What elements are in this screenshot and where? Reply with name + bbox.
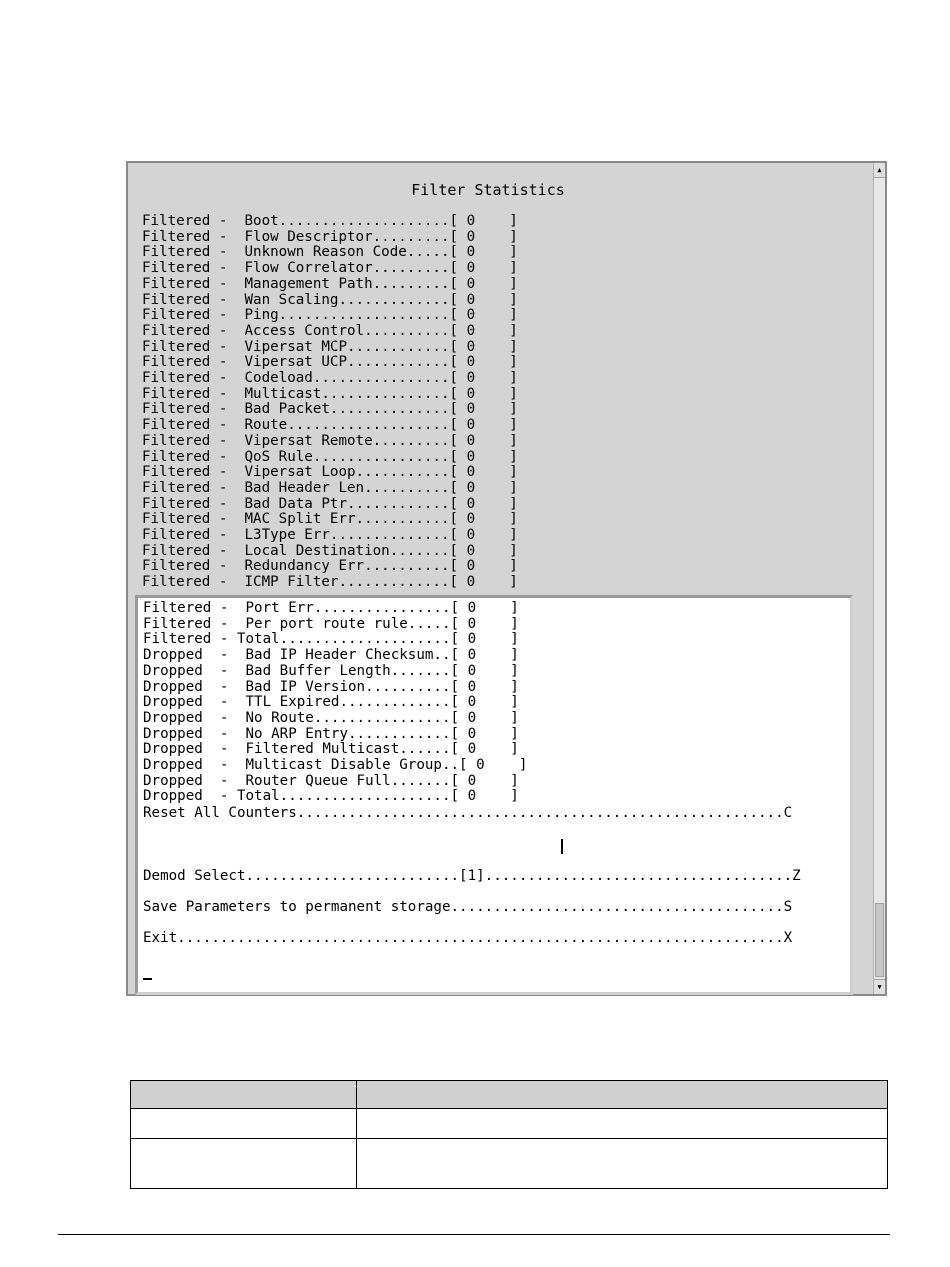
text-cursor xyxy=(561,839,563,854)
counter-line: Filtered - Wan Scaling.............[ 0 ] xyxy=(142,291,518,308)
counter-line: Dropped - No ARP Entry............[ 0 ] xyxy=(143,725,519,742)
counter-line: Filtered - QoS Rule................[ 0 ] xyxy=(142,448,518,465)
exit-option[interactable]: Exit.......................................................................X xyxy=(143,930,793,946)
demod-select-option[interactable]: Demod Select.........................[1]....................................Z xyxy=(143,868,801,884)
table-cell xyxy=(357,1139,888,1189)
counter-line: Dropped - Multicast Disable Group..[ 0 ] xyxy=(143,757,528,773)
table-cell xyxy=(131,1109,357,1139)
counter-line: Filtered - Unknown Reason Code.....[ 0 ] xyxy=(142,244,518,261)
counter-line: Filtered - Vipersat Remote.........[ 0 ] xyxy=(142,432,518,449)
counter-line: Filtered - Bad Data Ptr............[ 0 ] xyxy=(142,495,518,512)
counter-line: Dropped - Router Queue Full.......[ 0 ] xyxy=(143,772,519,789)
counter-line: Filtered - Boot....................[ 0 ] xyxy=(142,213,518,229)
terminal-window xyxy=(126,161,887,996)
counter-line: Filtered - L3Type Err..............[ 0 ] xyxy=(142,527,518,543)
counter-line: Dropped - Filtered Multicast......[ 0 ] xyxy=(143,741,519,758)
counter-line: Filtered - Flow Descriptor.........[ 0 ] xyxy=(142,228,518,245)
counter-line: Filtered - Per port route rule.....[ 0 ] xyxy=(143,615,519,632)
counter-line: Filtered - Codeload................[ 0 ] xyxy=(142,370,518,386)
parameter-table xyxy=(130,1080,888,1189)
terminal-title: Filter Statistics xyxy=(411,181,565,199)
counter-line: Filtered - Bad Header Len..........[ 0 ] xyxy=(142,479,518,496)
command-prompt-cursor xyxy=(143,978,152,980)
counter-line: Filtered - Ping....................[ 0 ] xyxy=(142,307,518,324)
scroll-down-arrow-icon[interactable]: ▼ xyxy=(874,979,885,994)
reset-counters-option[interactable]: Reset All Counters.........................................................C xyxy=(143,805,793,821)
counter-line: Dropped - Bad IP Version..........[ 0 ] xyxy=(143,678,519,695)
scroll-thumb[interactable] xyxy=(875,903,884,977)
scroll-up-arrow-icon[interactable]: ▲ xyxy=(874,163,885,178)
counter-line: Filtered - Vipersat MCP............[ 0 ] xyxy=(142,338,518,355)
counter-line: Filtered - MAC Split Err...........[ 0 ] xyxy=(142,511,518,528)
counter-line: Filtered - Flow Correlator.........[ 0 ] xyxy=(142,260,518,277)
save-parameters-option[interactable]: Save Parameters to permanent storage.......................................S xyxy=(143,899,793,915)
counter-line: Filtered - Management Path.........[ 0 ] xyxy=(142,275,518,292)
terminal-screen-pane[interactable] xyxy=(135,595,853,995)
counter-line: Dropped - Bad Buffer Length.......[ 0 ] xyxy=(143,662,519,679)
counter-line: Dropped - Total....................[ 0 ] xyxy=(143,788,519,805)
vertical-scrollbar[interactable] xyxy=(873,163,885,994)
counter-line: Filtered - Port Err................[ 0 ] xyxy=(143,600,519,616)
counter-line: Dropped - Bad IP Header Checksum..[ 0 ] xyxy=(143,647,519,664)
counter-line: Filtered - Access Control..........[ 0 ] xyxy=(142,322,518,339)
counter-line: Filtered - Bad Packet..............[ 0 ] xyxy=(142,401,518,418)
counter-line: Filtered - Total....................[ 0 ] xyxy=(143,631,519,648)
counter-line: Filtered - Vipersat UCP............[ 0 ] xyxy=(142,354,518,371)
table-row xyxy=(131,1139,888,1189)
counter-line: Dropped - No Route................[ 0 ] xyxy=(143,709,519,726)
table-row xyxy=(131,1109,888,1139)
counter-line: Filtered - Multicast...............[ 0 ] xyxy=(142,385,518,402)
table-header-row xyxy=(131,1081,888,1109)
table-header-cell xyxy=(357,1081,888,1109)
counter-line: Filtered - Route...................[ 0 ] xyxy=(142,417,518,434)
table-cell xyxy=(357,1109,888,1139)
counter-line: Dropped - TTL Expired.............[ 0 ] xyxy=(143,694,519,711)
counter-line: Filtered - Vipersat Loop...........[ 0 ] xyxy=(142,464,518,481)
counter-line: Filtered - Local Destination.......[ 0 ] xyxy=(142,542,518,559)
table-cell xyxy=(131,1139,357,1189)
counter-line: Filtered - ICMP Filter.............[ 0 ] xyxy=(142,574,518,591)
counter-line: Filtered - Redundancy Err..........[ 0 ] xyxy=(142,558,518,575)
table-header-cell xyxy=(131,1081,357,1109)
footer-rule xyxy=(58,1234,890,1235)
